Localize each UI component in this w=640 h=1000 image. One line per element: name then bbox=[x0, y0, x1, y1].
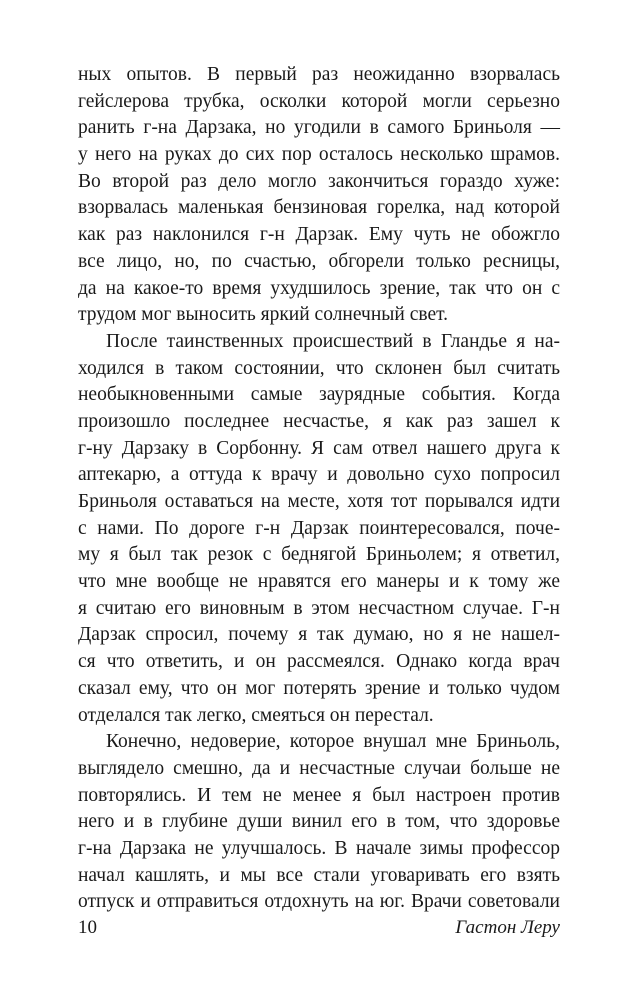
text-line: отпуск и отправиться отдохнуть на юг. Врачи советовали bbox=[78, 891, 560, 913]
text-line: му я был так резок с беднягой Бриньолем; я ответил, bbox=[78, 544, 560, 566]
text-line: гейслерова трубка, осколки которой могли серьезно bbox=[78, 90, 560, 112]
text-line: ных опытов. В первый раз неожиданно взорвалась bbox=[78, 64, 560, 85]
text-line: что мне вообще не нравятся его манеры и к тому же bbox=[78, 571, 560, 593]
text-line: у него на руках до сих пор осталось несколько шрамов. bbox=[78, 144, 560, 166]
paragraph bbox=[78, 62, 560, 329]
page-number: 10 bbox=[78, 917, 97, 938]
text-line: отделался так легко, смеяться он перестал. bbox=[78, 704, 434, 726]
text-line: да на какое-то время ухудшилось зрение, так что он с bbox=[78, 277, 560, 299]
text-line: После таинственных происшествий в Гландье я на- bbox=[106, 330, 560, 352]
text-line: взорвалась маленькая бензиновая горелка, над которой bbox=[78, 197, 560, 219]
text-line: Дарзак спросил, почему я так думаю, но я не нашел- bbox=[78, 624, 560, 646]
text-line: ранить г-на Дарзака, но угодили в самого Бриньоля — bbox=[78, 117, 560, 139]
text-line: ходился в таком состоянии, что склонен был считать bbox=[78, 357, 560, 379]
text-line: начал кашлять, и мы все стали уговаривать его взять bbox=[78, 864, 560, 886]
running-title: Гастон Леру bbox=[455, 917, 560, 938]
text-line: сказал ему, что он мог потерять зрение и только чудом bbox=[78, 677, 560, 699]
text-line: я считаю его виновным в этом несчастном случае. Г-н bbox=[78, 597, 560, 619]
text-line: него и в глубине души винил его в том, что здоровье bbox=[78, 811, 560, 833]
text-line: все лицо, но, по счастью, обгорели только ресницы, bbox=[78, 250, 560, 272]
text-line: ся что ответить, и он рассмеялся. Однако когда врач bbox=[78, 651, 560, 673]
body-text bbox=[78, 62, 560, 916]
text-line: Во второй раз дело могло закончиться гораздо хуже: bbox=[78, 170, 560, 192]
page-footer bbox=[78, 913, 560, 943]
text-line: как раз наклонился г-н Дарзак. Ему чуть не обожгло bbox=[78, 224, 560, 246]
text-line: г-на Дарзака не улучшалось. В начале зимы профессор bbox=[78, 837, 560, 859]
text-line: необыкновенными самые заурядные события. Когда bbox=[78, 384, 560, 406]
paragraph bbox=[78, 329, 560, 729]
text-line: произошло последнее несчастье, я как раз зашел к bbox=[78, 410, 560, 432]
text-line: трудом мог выносить яркий солнечный свет. bbox=[78, 304, 449, 326]
paragraph bbox=[78, 729, 560, 916]
text-line: аптекарю, а оттуда к врачу и довольно сухо попросил bbox=[78, 464, 560, 486]
text-line: выглядело смешно, да и несчастные случаи больше не bbox=[78, 757, 560, 779]
text-line: Бриньоля оставаться на месте, хотя тот порывался идти bbox=[78, 491, 560, 512]
text-line: повторялись. И тем не менее я был настроен против bbox=[78, 784, 560, 806]
text-line: Конечно, недоверие, которое внушал мне Бриньоль, bbox=[106, 731, 560, 753]
text-line: г-ну Дарзаку в Сорбонну. Я сам отвел нашего друга к bbox=[78, 437, 560, 459]
text-line: с нами. По дороге г-н Дарзак поинтересовался, поче- bbox=[78, 517, 560, 539]
